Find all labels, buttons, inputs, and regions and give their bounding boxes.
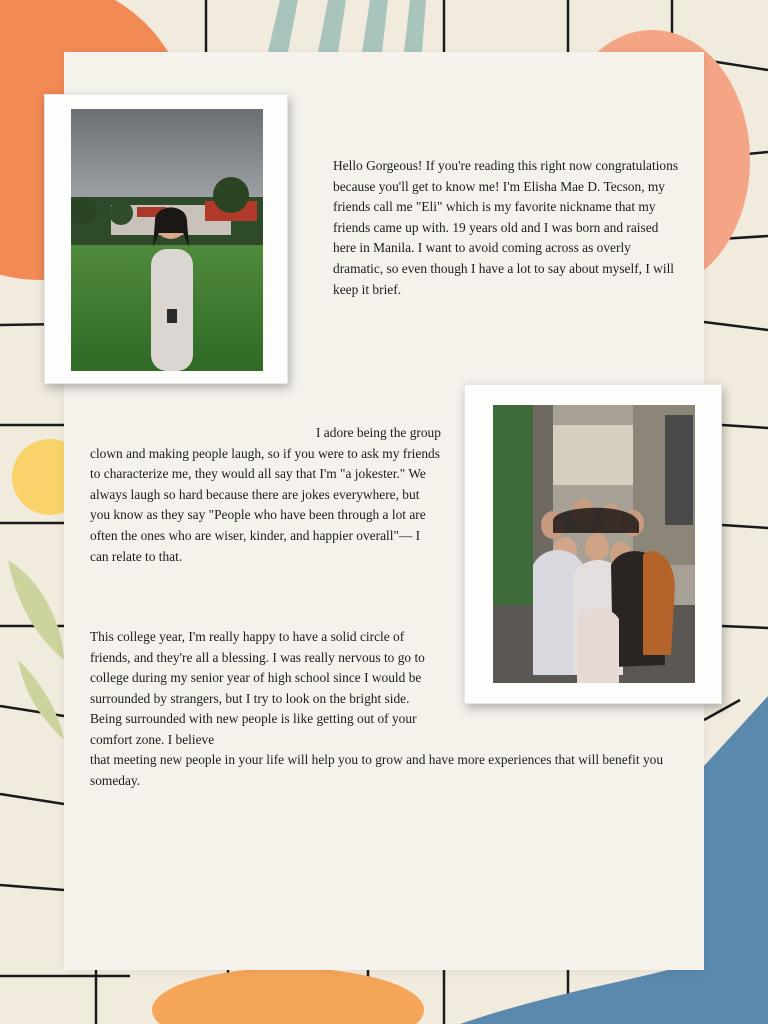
- jokester-paragraph-text: I adore being the group clown and making people laugh, so if you were to ask my friends to characterize me, they would all say that I'm "a jokester." We always laugh so hard because there are jokes everywhere, but you know as they say "People who have been through a lot are often the ones who are wiser, kinder, and happier overall"— I can relate to that.: [90, 425, 441, 564]
- group-photo: [493, 405, 695, 683]
- jokester-paragraph: [90, 423, 442, 567]
- college-paragraph-part1: This college year, I'm really happy to have a solid circle of friends, and they're all a blessing. I was really nervous to go to college during my senior year of high school since I would be surrounded by strangers, but I try to look on the bright side. Being surrounded with new people is like getting out of your comfort zone. I believe: [90, 629, 425, 747]
- college-paragraph-part2: that meeting new people in your life will help you to grow and have more experiences that will benefit you someday.: [90, 752, 664, 788]
- portrait-photo: [71, 109, 263, 371]
- portrait-photo-frame: [44, 94, 288, 384]
- group-photo-frame: [464, 384, 722, 704]
- intro-paragraph: Hello Gorgeous! If you're reading this right now congratulations because you'll get to know me! I'm Elisha Mae D. Tecson, my friends call me "Eli" which is my favorite nickname that my friends came up with. 19 years old and I was born and raised here in Manila. I want to avoid coming across as overly dramatic, so even though I have a lot to say about myself, I will keep it brief.: [333, 158, 679, 297]
